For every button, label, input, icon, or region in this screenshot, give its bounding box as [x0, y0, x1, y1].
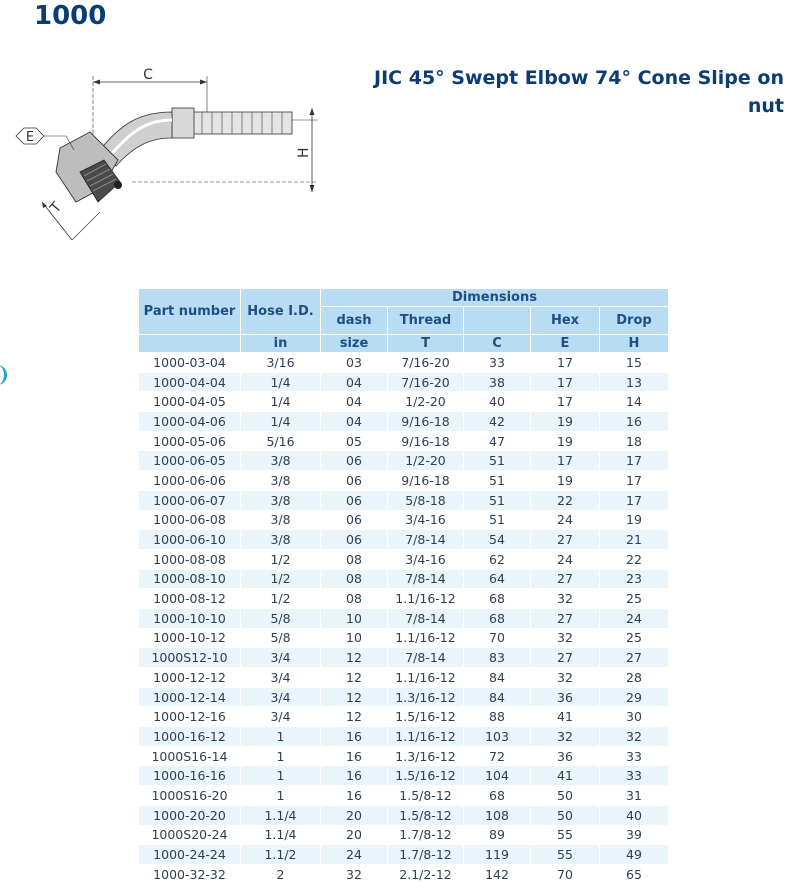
cell-drop-h: 29: [600, 687, 669, 707]
cell-drop-h: 15: [600, 353, 669, 373]
cell-dim-c: 64: [464, 569, 531, 589]
cell-hose-id: 3/4: [241, 707, 321, 727]
fitting-technical-drawing: [12, 62, 332, 252]
cell-part-number: 1000-12-12: [139, 668, 241, 688]
cell-drop-h: 39: [600, 825, 669, 845]
cell-hex-e: 24: [531, 510, 600, 530]
cell-dim-c: 70: [464, 628, 531, 648]
cell-thread: 3/4-16: [388, 510, 464, 530]
table-row: [139, 530, 669, 550]
cell-thread: 7/8-14: [388, 608, 464, 628]
cell-hose-id: 1.1/4: [241, 805, 321, 825]
col-group-dimensions: Dimensions: [321, 289, 669, 307]
unit-c: C: [464, 335, 531, 353]
cell-part-number: 1000-16-12: [139, 727, 241, 747]
table-row: [139, 845, 669, 865]
cell-dash-size: 16: [321, 766, 388, 786]
cell-drop-h: 28: [600, 668, 669, 688]
cell-hex-e: 19: [531, 471, 600, 491]
col-c: [464, 307, 531, 335]
cell-part-number: 1000-05-06: [139, 431, 241, 451]
cell-drop-h: 32: [600, 727, 669, 747]
cell-hose-id: 1: [241, 786, 321, 806]
cell-part-number: 1000-24-24: [139, 845, 241, 865]
cell-dim-c: 119: [464, 845, 531, 865]
cell-hose-id: 3/8: [241, 451, 321, 471]
cell-hose-id: 1: [241, 727, 321, 747]
cell-dash-size: 16: [321, 746, 388, 766]
cell-hose-id: 5/16: [241, 431, 321, 451]
cell-drop-h: 18: [600, 431, 669, 451]
cell-hose-id: 3/8: [241, 530, 321, 550]
cell-part-number: 1000-06-06: [139, 471, 241, 491]
cell-hose-id: 1/2: [241, 589, 321, 609]
cell-dash-size: 24: [321, 845, 388, 865]
unit-drop: H: [600, 335, 669, 353]
cell-dim-c: 84: [464, 668, 531, 688]
cell-dim-c: 83: [464, 648, 531, 668]
cell-dim-c: 51: [464, 490, 531, 510]
cell-part-number: 1000S12-10: [139, 648, 241, 668]
cell-part-number: 1000S16-20: [139, 786, 241, 806]
table-row: [139, 707, 669, 727]
cell-dash-size: 08: [321, 549, 388, 569]
cell-dash-size: 10: [321, 628, 388, 648]
cell-dim-c: 72: [464, 746, 531, 766]
cell-part-number: 1000-06-08: [139, 510, 241, 530]
cell-part-number: 1000-32-32: [139, 864, 241, 884]
cell-drop-h: 17: [600, 490, 669, 510]
cell-dim-c: 84: [464, 687, 531, 707]
cell-hex-e: 19: [531, 412, 600, 432]
table-row: [139, 668, 669, 688]
cell-dash-size: 20: [321, 805, 388, 825]
cell-part-number: 1000-06-10: [139, 530, 241, 550]
cell-thread: 7/16-20: [388, 353, 464, 373]
table-row: [139, 471, 669, 491]
table-row: [139, 589, 669, 609]
cell-dash-size: 08: [321, 589, 388, 609]
cell-thread: 9/16-18: [388, 431, 464, 451]
cell-dash-size: 06: [321, 510, 388, 530]
cell-dash-size: 10: [321, 608, 388, 628]
cell-dash-size: 12: [321, 687, 388, 707]
cell-drop-h: 23: [600, 569, 669, 589]
cell-hex-e: 41: [531, 707, 600, 727]
cell-thread: 1.3/16-12: [388, 746, 464, 766]
cell-hose-id: 2: [241, 864, 321, 884]
cell-drop-h: 25: [600, 628, 669, 648]
cell-drop-h: 25: [600, 589, 669, 609]
cell-thread: 2.1/2-12: [388, 864, 464, 884]
cell-drop-h: 33: [600, 766, 669, 786]
cell-hex-e: 55: [531, 825, 600, 845]
table-row: [139, 353, 669, 373]
cell-dash-size: 20: [321, 825, 388, 845]
cell-hose-id: 3/4: [241, 668, 321, 688]
cell-drop-h: 40: [600, 805, 669, 825]
cell-part-number: 1000-20-20: [139, 805, 241, 825]
cell-hex-e: 27: [531, 569, 600, 589]
cell-thread: 1.1/16-12: [388, 668, 464, 688]
cell-dim-c: 51: [464, 510, 531, 530]
cell-part-number: 1000-10-12: [139, 628, 241, 648]
cell-dash-size: 12: [321, 648, 388, 668]
cell-hose-id: 1.1/4: [241, 825, 321, 845]
cell-drop-h: 17: [600, 451, 669, 471]
cell-dim-c: 40: [464, 392, 531, 412]
cell-drop-h: 14: [600, 392, 669, 412]
cell-part-number: 1000-04-05: [139, 392, 241, 412]
cell-part-number: 1000-06-05: [139, 451, 241, 471]
unit-hose: in: [241, 335, 321, 353]
dim-e-label: E: [25, 130, 35, 145]
cell-drop-h: 31: [600, 786, 669, 806]
cell-drop-h: 19: [600, 510, 669, 530]
table-row: [139, 451, 669, 471]
table-row: [139, 412, 669, 432]
cell-dim-c: 88: [464, 707, 531, 727]
table-row: [139, 431, 669, 451]
cell-drop-h: 21: [600, 530, 669, 550]
table-row: [139, 490, 669, 510]
unit-part: [139, 335, 241, 353]
cell-dash-size: 16: [321, 727, 388, 747]
cell-hex-e: 17: [531, 451, 600, 471]
unit-dash: size: [321, 335, 388, 353]
col-part-number: Part number: [139, 289, 241, 335]
cell-dash-size: 04: [321, 372, 388, 392]
cell-hose-id: 1/4: [241, 412, 321, 432]
table-row: [139, 864, 669, 884]
cell-drop-h: 27: [600, 648, 669, 668]
cell-part-number: 1000-12-14: [139, 687, 241, 707]
cell-part-number: 1000S16-14: [139, 746, 241, 766]
cell-hex-e: 24: [531, 549, 600, 569]
col-hose-id: Hose I.D.: [241, 289, 321, 335]
cell-dash-size: 05: [321, 431, 388, 451]
cell-dim-c: 89: [464, 825, 531, 845]
cell-hex-e: 17: [531, 372, 600, 392]
table-row: [139, 569, 669, 589]
cell-hose-id: 1: [241, 746, 321, 766]
cell-hose-id: 1: [241, 766, 321, 786]
table-row: [139, 510, 669, 530]
cell-thread: 1.5/16-12: [388, 766, 464, 786]
cell-hex-e: 19: [531, 431, 600, 451]
cell-dim-c: 104: [464, 766, 531, 786]
cell-thread: 7/8-14: [388, 569, 464, 589]
cell-thread: 7/8-14: [388, 530, 464, 550]
cell-hose-id: 3/8: [241, 510, 321, 530]
table-row: [139, 648, 669, 668]
cell-hose-id: 3/4: [241, 687, 321, 707]
cell-hex-e: 50: [531, 805, 600, 825]
table-row: [139, 825, 669, 845]
cell-part-number: 1000-08-10: [139, 569, 241, 589]
cell-dash-size: 08: [321, 569, 388, 589]
cell-dim-c: 54: [464, 530, 531, 550]
cell-hex-e: 70: [531, 864, 600, 884]
cell-dim-c: 51: [464, 451, 531, 471]
col-thread: Thread: [388, 307, 464, 335]
cell-hose-id: 3/8: [241, 471, 321, 491]
cell-hex-e: 22: [531, 490, 600, 510]
cell-dim-c: 103: [464, 727, 531, 747]
cell-dash-size: 06: [321, 530, 388, 550]
cell-thread: 1.5/8-12: [388, 805, 464, 825]
cell-hose-id: 5/8: [241, 608, 321, 628]
product-code: 1000: [34, 1, 107, 31]
cell-dash-size: 06: [321, 471, 388, 491]
cell-thread: 7/16-20: [388, 372, 464, 392]
cell-hex-e: 50: [531, 786, 600, 806]
cell-drop-h: 33: [600, 746, 669, 766]
cell-thread: 9/16-18: [388, 471, 464, 491]
cell-dash-size: 04: [321, 412, 388, 432]
cell-hex-e: 27: [531, 530, 600, 550]
col-drop: Drop: [600, 307, 669, 335]
dimensions-table: [138, 288, 669, 885]
cell-hose-id: 1.1/2: [241, 845, 321, 865]
cell-thread: 3/4-16: [388, 549, 464, 569]
cell-dash-size: 04: [321, 392, 388, 412]
cell-hose-id: 3/4: [241, 648, 321, 668]
table-row: [139, 392, 669, 412]
cell-dim-c: 68: [464, 786, 531, 806]
unit-hex: E: [531, 335, 600, 353]
cell-thread: 1.1/16-12: [388, 589, 464, 609]
cell-part-number: 1000-10-10: [139, 608, 241, 628]
table-row: [139, 727, 669, 747]
cell-dim-c: 108: [464, 805, 531, 825]
cell-dash-size: 12: [321, 707, 388, 727]
cell-thread: 1.7/8-12: [388, 825, 464, 845]
cell-hose-id: 1/4: [241, 392, 321, 412]
cell-part-number: 1000-04-04: [139, 372, 241, 392]
cell-hex-e: 55: [531, 845, 600, 865]
cell-dim-c: 38: [464, 372, 531, 392]
table-row: [139, 786, 669, 806]
table-row: [139, 746, 669, 766]
cell-dim-c: 68: [464, 589, 531, 609]
cell-hex-e: 27: [531, 648, 600, 668]
cell-part-number: 1000-04-06: [139, 412, 241, 432]
cell-hose-id: 1/2: [241, 569, 321, 589]
cell-thread: 1.3/16-12: [388, 687, 464, 707]
cell-dim-c: 42: [464, 412, 531, 432]
cell-dim-c: 33: [464, 353, 531, 373]
cell-hex-e: 32: [531, 727, 600, 747]
cell-drop-h: 30: [600, 707, 669, 727]
cell-dim-c: 47: [464, 431, 531, 451]
cell-hex-e: 36: [531, 687, 600, 707]
cell-dim-c: 51: [464, 471, 531, 491]
cell-part-number: 1000S20-24: [139, 825, 241, 845]
cell-dash-size: 12: [321, 668, 388, 688]
cell-drop-h: 49: [600, 845, 669, 865]
cell-hex-e: 32: [531, 589, 600, 609]
cell-part-number: 1000-08-12: [139, 589, 241, 609]
cell-drop-h: 17: [600, 471, 669, 491]
dim-c-label: C: [143, 67, 153, 83]
table-row: [139, 549, 669, 569]
cell-hex-e: 32: [531, 668, 600, 688]
cell-hose-id: 5/8: [241, 628, 321, 648]
cell-drop-h: 22: [600, 549, 669, 569]
table-row: [139, 628, 669, 648]
table-row: [139, 805, 669, 825]
table-row: [139, 372, 669, 392]
cell-part-number: 1000-08-08: [139, 549, 241, 569]
table-row: [139, 608, 669, 628]
cell-part-number: 1000-06-07: [139, 490, 241, 510]
product-title: JIC 45° Swept Elbow 74° Cone Slipe on nut: [374, 67, 784, 117]
cell-dash-size: 32: [321, 864, 388, 884]
cell-thread: 9/16-18: [388, 412, 464, 432]
cell-thread: 7/8-14: [388, 648, 464, 668]
cell-hex-e: 32: [531, 628, 600, 648]
cell-thread: 5/8-18: [388, 490, 464, 510]
cell-hose-id: 1/4: [241, 372, 321, 392]
cell-hex-e: 27: [531, 608, 600, 628]
cell-hex-e: 17: [531, 392, 600, 412]
cell-thread: 1/2-20: [388, 451, 464, 471]
cell-thread: 1.5/8-12: [388, 786, 464, 806]
cell-hex-e: 17: [531, 353, 600, 373]
cell-thread: 1.7/8-12: [388, 845, 464, 865]
cell-thread: 1.1/16-12: [388, 628, 464, 648]
cell-hose-id: 3/16: [241, 353, 321, 373]
cell-thread: 1/2-20: [388, 392, 464, 412]
cell-dash-size: 16: [321, 786, 388, 806]
cell-part-number: 1000-03-04: [139, 353, 241, 373]
cell-dash-size: 06: [321, 490, 388, 510]
cell-drop-h: 65: [600, 864, 669, 884]
col-dash: dash: [321, 307, 388, 335]
table-row: [139, 687, 669, 707]
cell-dim-c: 62: [464, 549, 531, 569]
table-row: [139, 766, 669, 786]
cell-dim-c: 142: [464, 864, 531, 884]
cell-drop-h: 24: [600, 608, 669, 628]
dim-t-label: T: [47, 199, 66, 217]
cell-dash-size: 03: [321, 353, 388, 373]
cell-thread: 1.1/16-12: [388, 727, 464, 747]
side-tab-marker: [0, 365, 7, 385]
cell-part-number: 1000-12-16: [139, 707, 241, 727]
cell-hose-id: 3/8: [241, 490, 321, 510]
cell-hex-e: 41: [531, 766, 600, 786]
cell-hex-e: 36: [531, 746, 600, 766]
cell-thread: 1.5/16-12: [388, 707, 464, 727]
cell-hose-id: 1/2: [241, 549, 321, 569]
cell-dash-size: 06: [321, 451, 388, 471]
dim-h-label: H: [296, 147, 312, 158]
col-hex: Hex: [531, 307, 600, 335]
cell-dim-c: 68: [464, 608, 531, 628]
cell-part-number: 1000-16-16: [139, 766, 241, 786]
unit-thread: T: [388, 335, 464, 353]
cell-drop-h: 13: [600, 372, 669, 392]
cell-drop-h: 16: [600, 412, 669, 432]
